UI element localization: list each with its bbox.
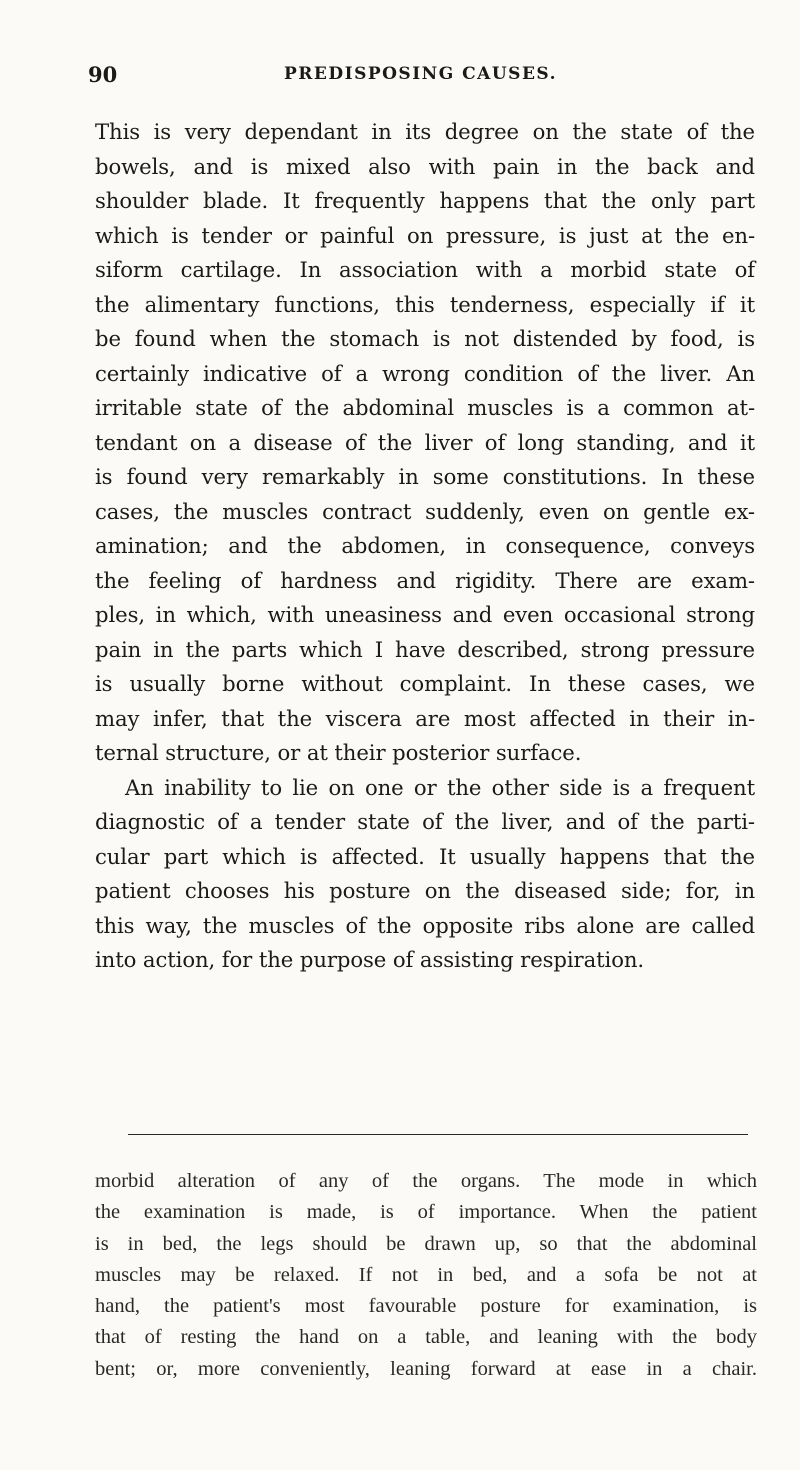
text-line: cular part which is affected. It usually happens that the <box>95 843 755 869</box>
footnote-line: is in bed, the legs should be drawn up, so that the abdominal <box>95 1232 757 1255</box>
footnote-line: muscles may be relaxed. If not in bed, and a sofa be not at <box>95 1263 757 1286</box>
text-line: An inability to lie on one or the other side is a frequent <box>125 774 755 800</box>
footnote-line: the examination is made, is of importance. When the patient <box>95 1201 757 1224</box>
text-line: may infer, that the viscera are most affected in their in- <box>95 705 755 731</box>
footnote-block <box>95 1166 757 1385</box>
text-line: into action, for the purpose of assisting respiration. <box>95 947 645 972</box>
text-line: diagnostic of a tender state of the liver, and of the parti- <box>95 809 755 834</box>
text-line: be found when the stomach is not distended by food, is <box>95 326 755 351</box>
text-line: shoulder blade. It frequently happens that the only part <box>95 188 755 213</box>
text-line: amination; and the abdomen, in consequence, conveys <box>95 533 755 558</box>
text-line: is found very remarkably in some constitutions. In these <box>95 464 755 489</box>
text-line: pain in the parts which I have described, strong pressure <box>95 636 755 662</box>
text-line: ples, in which, with uneasiness and even occasional strong <box>95 602 755 627</box>
text-line: certainly indicative of a wrong condition of the liver. An <box>95 360 755 386</box>
text-line: irritable state of the abdominal muscles is a common at- <box>95 395 755 420</box>
text-line: This is very dependant in its degree on the state of the <box>95 119 755 144</box>
text-line: ternal structure, or at their posterior surface. <box>95 740 582 765</box>
footnote-rule <box>128 1134 748 1135</box>
text-line: the alimentary functions, this tenderness, especially if it <box>95 291 755 317</box>
text-line: which is tender or painful on pressure, is just at the en- <box>95 222 755 248</box>
footnote-line: that of resting the hand on a table, and leaning with the body <box>95 1326 757 1349</box>
running-head: PREDISPOSING CAUSES. <box>284 64 558 84</box>
text-line: siform cartilage. In association with a morbid state of <box>95 257 755 282</box>
text-line: bowels, and is mixed also with pain in the back and <box>95 153 755 179</box>
text-line: the feeling of hardness and rigidity. There are exam- <box>95 567 755 593</box>
footnote-line: bent; or, more conveniently, leaning forward at ease in a chair. <box>95 1357 757 1380</box>
text-line: is usually borne without complaint. In these cases, we <box>95 671 755 696</box>
page-number: 90 <box>88 62 118 87</box>
footnote-line: morbid alteration of any of the organs. The mode in which <box>95 1170 757 1192</box>
text-line: tendant on a disease of the liver of long standing, and it <box>95 429 755 455</box>
footnote-line: hand, the patient's most favourable posture for examination, is <box>95 1295 757 1318</box>
text-line: cases, the muscles contract suddenly, even on gentle ex- <box>95 498 755 524</box>
page-header <box>88 62 748 92</box>
text-line: this way, the muscles of the opposite ribs alone are called <box>95 912 755 938</box>
text-line: patient chooses his posture on the diseased side; for, in <box>95 878 755 903</box>
main-text-block <box>95 115 755 978</box>
